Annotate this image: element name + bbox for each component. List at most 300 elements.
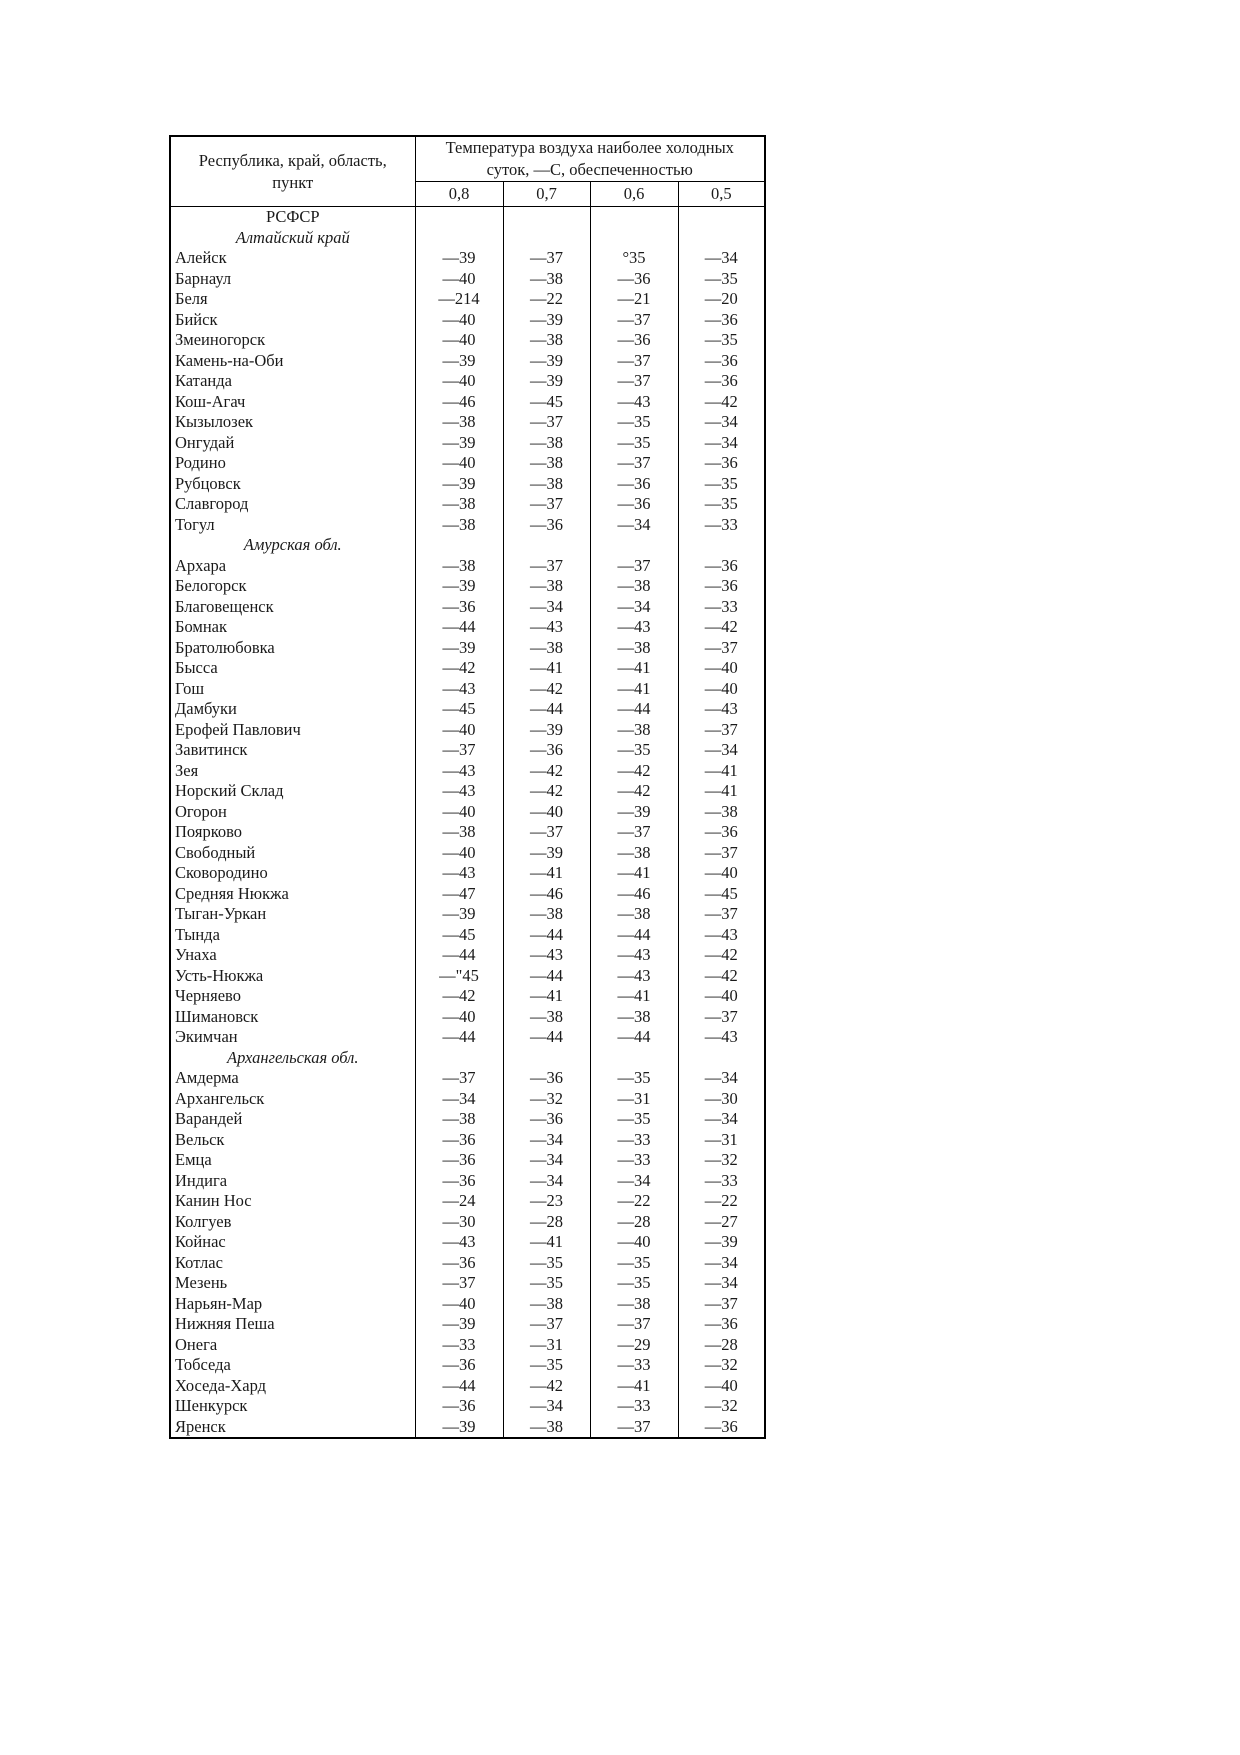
- temperature-value-cell: —44: [503, 925, 590, 946]
- temperature-value-cell: —34: [678, 248, 765, 269]
- city-name-cell: Норский Склад: [170, 781, 415, 802]
- temperature-value-cell: —44: [590, 925, 678, 946]
- city-name-cell: Алейск: [170, 248, 415, 269]
- temperature-value-cell: —41: [590, 863, 678, 884]
- temperature-value-cell: —21: [590, 289, 678, 310]
- table-row: [170, 1294, 765, 1315]
- temperature-value-cell: °35: [590, 248, 678, 269]
- table-row: [170, 576, 765, 597]
- temperature-value-cell: —38: [503, 638, 590, 659]
- temperature-value-cell: —34: [415, 1089, 503, 1110]
- temperature-value-cell: —43: [415, 781, 503, 802]
- temperature-value-cell: —40: [415, 453, 503, 474]
- temperature-value-cell: —44: [415, 617, 503, 638]
- city-name-cell: Черняево: [170, 986, 415, 1007]
- temperature-value-cell: —35: [503, 1273, 590, 1294]
- temperature-value-cell: —43: [590, 617, 678, 638]
- section-heading-row: [170, 1048, 765, 1069]
- temperature-value-cell: —36: [503, 1109, 590, 1130]
- temperature-value-cell: —36: [415, 1171, 503, 1192]
- table-row: [170, 412, 765, 433]
- city-name-cell: Усть-Нюкжа: [170, 966, 415, 987]
- temperature-value-cell: —32: [678, 1150, 765, 1171]
- temperature-value-cell: —39: [503, 843, 590, 864]
- section-heading: РСФСР: [170, 207, 415, 228]
- section-heading: Амурская обл.: [170, 535, 415, 556]
- temperature-value-cell: —36: [678, 351, 765, 372]
- table-row: [170, 679, 765, 700]
- temperature-value-cell: —38: [590, 576, 678, 597]
- temperature-value-cell: —41: [503, 986, 590, 1007]
- temperature-value-cell: —35: [590, 1253, 678, 1274]
- temperature-value-cell: —35: [678, 269, 765, 290]
- empty-cell: [590, 535, 678, 556]
- table-row: [170, 494, 765, 515]
- city-name-cell: Индига: [170, 1171, 415, 1192]
- city-name-cell: Дамбуки: [170, 699, 415, 720]
- temperature-value-cell: —38: [503, 1294, 590, 1315]
- temperature-value-cell: —40: [415, 269, 503, 290]
- city-name-cell: Тобседа: [170, 1355, 415, 1376]
- city-name-cell: Шимановск: [170, 1007, 415, 1028]
- table-row: [170, 884, 765, 905]
- empty-cell: [415, 1048, 503, 1069]
- temperature-value-cell: —42: [503, 1376, 590, 1397]
- temperature-value-cell: —41: [503, 863, 590, 884]
- temperature-value-cell: —43: [415, 679, 503, 700]
- temperature-value-cell: —37: [590, 351, 678, 372]
- temperature-value-cell: —39: [415, 638, 503, 659]
- temperature-value-cell: —38: [503, 269, 590, 290]
- temperature-value-cell: —42: [590, 761, 678, 782]
- temperature-value-cell: —40: [415, 1007, 503, 1028]
- city-name-cell: Нарьян-Мар: [170, 1294, 415, 1315]
- table-row: [170, 658, 765, 679]
- table-row: [170, 925, 765, 946]
- temperature-value-cell: —44: [503, 699, 590, 720]
- city-name-cell: Славгород: [170, 494, 415, 515]
- table-row: [170, 1089, 765, 1110]
- column-header-prob-08: 0,8: [415, 182, 503, 207]
- city-name-cell: Котлас: [170, 1253, 415, 1274]
- temperature-value-cell: —36: [678, 1417, 765, 1439]
- temperature-value-cell: —44: [415, 1027, 503, 1048]
- temperature-value-cell: —46: [415, 392, 503, 413]
- temperature-value-cell: —40: [678, 863, 765, 884]
- document-page: [169, 135, 766, 1439]
- temperature-value-cell: —37: [678, 843, 765, 864]
- temperature-table: [169, 135, 766, 1439]
- temperature-value-cell: —37: [503, 1314, 590, 1335]
- temperature-value-cell: —36: [678, 310, 765, 331]
- temperature-value-cell: —33: [415, 1335, 503, 1356]
- table-row: [170, 1171, 765, 1192]
- table-row: [170, 392, 765, 413]
- table-row: [170, 1150, 765, 1171]
- table-row: [170, 371, 765, 392]
- city-name-cell: Нижняя Пеша: [170, 1314, 415, 1335]
- temperature-value-cell: —37: [590, 1314, 678, 1335]
- section-heading-row: [170, 207, 765, 228]
- temperature-value-cell: —36: [678, 1314, 765, 1335]
- temperature-value-cell: —33: [678, 515, 765, 536]
- empty-cell: [503, 228, 590, 249]
- temperature-value-cell: —28: [678, 1335, 765, 1356]
- table-row: [170, 433, 765, 454]
- temperature-value-cell: —34: [503, 1171, 590, 1192]
- temperature-value-cell: —38: [590, 1007, 678, 1028]
- table-row: [170, 1396, 765, 1417]
- temperature-value-cell: —35: [590, 1273, 678, 1294]
- temperature-value-cell: —20: [678, 289, 765, 310]
- section-heading: Архангельская обл.: [170, 1048, 415, 1069]
- temperature-value-cell: —37: [590, 822, 678, 843]
- city-name-cell: Колгуев: [170, 1212, 415, 1233]
- temperature-value-cell: —46: [503, 884, 590, 905]
- temperature-value-cell: —35: [678, 330, 765, 351]
- section-heading-row: [170, 535, 765, 556]
- city-name-cell: Беля: [170, 289, 415, 310]
- temperature-value-cell: —34: [590, 1171, 678, 1192]
- temperature-value-cell: —39: [415, 474, 503, 495]
- city-name-cell: Канин Нос: [170, 1191, 415, 1212]
- temperature-value-cell: —40: [415, 843, 503, 864]
- temperature-value-cell: —39: [415, 1314, 503, 1335]
- temperature-value-cell: —41: [590, 679, 678, 700]
- table-header: [170, 136, 765, 207]
- temperature-value-cell: —44: [415, 945, 503, 966]
- city-name-cell: Вельск: [170, 1130, 415, 1151]
- table-row: [170, 310, 765, 331]
- table-row: [170, 248, 765, 269]
- temperature-value-cell: —46: [590, 884, 678, 905]
- temperature-value-cell: —34: [678, 1068, 765, 1089]
- city-name-cell: Экимчан: [170, 1027, 415, 1048]
- header-row: [170, 136, 765, 182]
- column-header-prob-05: 0,5: [678, 182, 765, 207]
- temperature-value-cell: —39: [415, 248, 503, 269]
- temperature-value-cell: —"45: [415, 966, 503, 987]
- temperature-value-cell: —36: [415, 1150, 503, 1171]
- table-row: [170, 1191, 765, 1212]
- temperature-value-cell: —36: [415, 1355, 503, 1376]
- temperature-value-cell: —34: [503, 1396, 590, 1417]
- city-name-cell: Амдерма: [170, 1068, 415, 1089]
- temperature-value-cell: —43: [678, 699, 765, 720]
- temperature-value-cell: —39: [415, 351, 503, 372]
- temperature-value-cell: —37: [590, 453, 678, 474]
- temperature-value-cell: —37: [678, 904, 765, 925]
- city-name-cell: Завитинск: [170, 740, 415, 761]
- temperature-value-cell: —42: [415, 986, 503, 1007]
- table-row: [170, 330, 765, 351]
- table-row: [170, 945, 765, 966]
- table-row: [170, 453, 765, 474]
- temperature-value-cell: —36: [503, 740, 590, 761]
- temperature-value-cell: —38: [678, 802, 765, 823]
- temperature-value-cell: —30: [415, 1212, 503, 1233]
- table-row: [170, 843, 765, 864]
- temperature-value-cell: —34: [503, 1150, 590, 1171]
- table-row: [170, 597, 765, 618]
- temperature-value-cell: —34: [678, 740, 765, 761]
- temperature-value-cell: —41: [678, 761, 765, 782]
- temperature-value-cell: —42: [678, 392, 765, 413]
- temperature-value-cell: —40: [590, 1232, 678, 1253]
- temperature-value-cell: —43: [678, 925, 765, 946]
- temperature-value-cell: —40: [678, 1376, 765, 1397]
- temperature-value-cell: —38: [590, 720, 678, 741]
- temperature-value-cell: —29: [590, 1335, 678, 1356]
- temperature-value-cell: —40: [415, 371, 503, 392]
- column-header-temperature-line2: суток, —С, обеспеченностью: [486, 160, 693, 179]
- temperature-value-cell: —22: [590, 1191, 678, 1212]
- city-name-cell: Зея: [170, 761, 415, 782]
- table-row: [170, 1130, 765, 1151]
- temperature-value-cell: —22: [503, 289, 590, 310]
- temperature-value-cell: —32: [503, 1089, 590, 1110]
- table-row: [170, 617, 765, 638]
- table-row: [170, 720, 765, 741]
- temperature-value-cell: —43: [415, 863, 503, 884]
- city-name-cell: Камень-на-Оби: [170, 351, 415, 372]
- table-row: [170, 904, 765, 925]
- temperature-value-cell: —36: [678, 822, 765, 843]
- temperature-value-cell: —37: [678, 638, 765, 659]
- temperature-value-cell: —39: [415, 576, 503, 597]
- temperature-value-cell: —35: [678, 474, 765, 495]
- table-row: [170, 474, 765, 495]
- table-row: [170, 1007, 765, 1028]
- temperature-value-cell: —45: [415, 699, 503, 720]
- temperature-value-cell: —33: [590, 1355, 678, 1376]
- table-row: [170, 1314, 765, 1335]
- temperature-value-cell: —44: [590, 699, 678, 720]
- temperature-value-cell: —41: [503, 658, 590, 679]
- temperature-value-cell: —36: [415, 597, 503, 618]
- temperature-value-cell: —37: [415, 740, 503, 761]
- temperature-value-cell: —38: [503, 433, 590, 454]
- temperature-value-cell: —40: [415, 1294, 503, 1315]
- table-row: [170, 1027, 765, 1048]
- temperature-value-cell: —38: [415, 412, 503, 433]
- temperature-value-cell: —35: [590, 433, 678, 454]
- temperature-value-cell: —41: [590, 658, 678, 679]
- empty-cell: [678, 207, 765, 228]
- city-name-cell: Ерофей Павлович: [170, 720, 415, 741]
- city-name-cell: Емца: [170, 1150, 415, 1171]
- temperature-value-cell: —47: [415, 884, 503, 905]
- temperature-value-cell: —37: [678, 1294, 765, 1315]
- temperature-value-cell: —43: [415, 1232, 503, 1253]
- table-row: [170, 1232, 765, 1253]
- temperature-value-cell: —34: [678, 1109, 765, 1130]
- temperature-value-cell: —38: [503, 453, 590, 474]
- temperature-value-cell: —45: [503, 392, 590, 413]
- temperature-value-cell: —37: [503, 248, 590, 269]
- temperature-value-cell: —38: [503, 1417, 590, 1439]
- temperature-value-cell: —38: [415, 822, 503, 843]
- temperature-value-cell: —36: [415, 1130, 503, 1151]
- temperature-value-cell: —40: [678, 658, 765, 679]
- temperature-value-cell: —23: [503, 1191, 590, 1212]
- temperature-value-cell: —31: [503, 1335, 590, 1356]
- city-name-cell: Шенкурск: [170, 1396, 415, 1417]
- temperature-value-cell: —37: [415, 1068, 503, 1089]
- temperature-value-cell: —36: [678, 371, 765, 392]
- empty-cell: [590, 1048, 678, 1069]
- temperature-value-cell: —38: [415, 494, 503, 515]
- temperature-value-cell: —37: [503, 412, 590, 433]
- temperature-value-cell: —36: [590, 494, 678, 515]
- empty-cell: [678, 228, 765, 249]
- city-name-cell: Поярково: [170, 822, 415, 843]
- table-row: [170, 699, 765, 720]
- temperature-value-cell: —45: [415, 925, 503, 946]
- table-row: [170, 269, 765, 290]
- temperature-value-cell: —214: [415, 289, 503, 310]
- city-name-cell: Хоседа-Хард: [170, 1376, 415, 1397]
- temperature-value-cell: —35: [590, 1109, 678, 1130]
- temperature-value-cell: —35: [503, 1253, 590, 1274]
- temperature-value-cell: —35: [590, 412, 678, 433]
- temperature-value-cell: —42: [503, 679, 590, 700]
- temperature-value-cell: —43: [678, 1027, 765, 1048]
- table-row: [170, 1355, 765, 1376]
- city-name-cell: Родино: [170, 453, 415, 474]
- temperature-value-cell: —45: [678, 884, 765, 905]
- temperature-value-cell: —42: [415, 658, 503, 679]
- city-name-cell: Гош: [170, 679, 415, 700]
- city-name-cell: Яренск: [170, 1417, 415, 1439]
- city-name-cell: Бомнак: [170, 617, 415, 638]
- temperature-value-cell: —37: [678, 1007, 765, 1028]
- empty-cell: [678, 1048, 765, 1069]
- temperature-value-cell: —32: [678, 1396, 765, 1417]
- table-row: [170, 556, 765, 577]
- table-row: [170, 822, 765, 843]
- city-name-cell: Средняя Нюкжа: [170, 884, 415, 905]
- temperature-value-cell: —36: [415, 1253, 503, 1274]
- table-row: [170, 289, 765, 310]
- temperature-value-cell: —36: [503, 515, 590, 536]
- temperature-value-cell: —39: [415, 1417, 503, 1439]
- temperature-value-cell: —38: [415, 1109, 503, 1130]
- temperature-value-cell: —36: [590, 330, 678, 351]
- column-header-temperature-line1: Температура воздуха наиболее холодных: [445, 138, 734, 157]
- temperature-value-cell: —37: [678, 720, 765, 741]
- temperature-value-cell: —36: [503, 1068, 590, 1089]
- city-name-cell: Бийск: [170, 310, 415, 331]
- temperature-value-cell: —44: [503, 1027, 590, 1048]
- city-name-cell: Рубцовск: [170, 474, 415, 495]
- table-row: [170, 1212, 765, 1233]
- temperature-value-cell: —38: [590, 1294, 678, 1315]
- city-name-cell: Огорон: [170, 802, 415, 823]
- temperature-value-cell: —34: [590, 597, 678, 618]
- temperature-value-cell: —37: [503, 822, 590, 843]
- temperature-value-cell: —42: [678, 966, 765, 987]
- temperature-value-cell: —39: [590, 802, 678, 823]
- temperature-value-cell: —43: [415, 761, 503, 782]
- temperature-value-cell: —40: [415, 720, 503, 741]
- city-name-cell: Мезень: [170, 1273, 415, 1294]
- temperature-value-cell: —39: [503, 371, 590, 392]
- city-name-cell: Варандей: [170, 1109, 415, 1130]
- temperature-value-cell: —44: [415, 1376, 503, 1397]
- temperature-value-cell: —24: [415, 1191, 503, 1212]
- temperature-value-cell: —36: [590, 269, 678, 290]
- temperature-value-cell: —38: [590, 904, 678, 925]
- table-row: [170, 802, 765, 823]
- empty-cell: [590, 207, 678, 228]
- city-name-cell: Тогул: [170, 515, 415, 536]
- temperature-value-cell: —39: [503, 351, 590, 372]
- column-header-prob-07: 0,7: [503, 182, 590, 207]
- empty-cell: [415, 228, 503, 249]
- city-name-cell: Онега: [170, 1335, 415, 1356]
- city-name-cell: Кызылозек: [170, 412, 415, 433]
- section-heading: Алтайский край: [170, 228, 415, 249]
- column-header-region-line2: пункт: [272, 172, 314, 192]
- table-row: [170, 1253, 765, 1274]
- column-header-prob-06: 0,6: [590, 182, 678, 207]
- temperature-value-cell: —43: [590, 945, 678, 966]
- temperature-value-cell: —37: [590, 1417, 678, 1439]
- table-row: [170, 1335, 765, 1356]
- city-name-cell: Архангельск: [170, 1089, 415, 1110]
- table-row: [170, 863, 765, 884]
- empty-cell: [415, 207, 503, 228]
- city-name-cell: Сковородино: [170, 863, 415, 884]
- city-name-cell: Кош-Агач: [170, 392, 415, 413]
- temperature-value-cell: —35: [503, 1355, 590, 1376]
- temperature-value-cell: —43: [590, 966, 678, 987]
- temperature-value-cell: —38: [503, 474, 590, 495]
- city-name-cell: Онгудай: [170, 433, 415, 454]
- city-name-cell: Свободный: [170, 843, 415, 864]
- temperature-value-cell: —34: [678, 412, 765, 433]
- temperature-value-cell: —40: [415, 802, 503, 823]
- empty-cell: [678, 535, 765, 556]
- temperature-value-cell: —38: [590, 638, 678, 659]
- temperature-value-cell: —39: [503, 720, 590, 741]
- temperature-value-cell: —31: [678, 1130, 765, 1151]
- temperature-value-cell: —42: [590, 781, 678, 802]
- city-name-cell: Койнас: [170, 1232, 415, 1253]
- empty-cell: [590, 228, 678, 249]
- temperature-value-cell: —40: [415, 330, 503, 351]
- temperature-value-cell: —35: [590, 740, 678, 761]
- table-row: [170, 1376, 765, 1397]
- temperature-value-cell: —42: [503, 761, 590, 782]
- temperature-value-cell: —32: [678, 1355, 765, 1376]
- table-row: [170, 638, 765, 659]
- temperature-value-cell: —41: [590, 1376, 678, 1397]
- temperature-value-cell: —36: [590, 474, 678, 495]
- temperature-value-cell: —39: [503, 310, 590, 331]
- temperature-value-cell: —37: [590, 371, 678, 392]
- temperature-value-cell: —34: [503, 1130, 590, 1151]
- temperature-value-cell: —28: [503, 1212, 590, 1233]
- temperature-value-cell: —38: [590, 843, 678, 864]
- temperature-value-cell: —34: [678, 1273, 765, 1294]
- temperature-value-cell: —31: [590, 1089, 678, 1110]
- table-row: [170, 966, 765, 987]
- city-name-cell: Змеиногорск: [170, 330, 415, 351]
- temperature-value-cell: —33: [590, 1396, 678, 1417]
- temperature-value-cell: —44: [590, 1027, 678, 1048]
